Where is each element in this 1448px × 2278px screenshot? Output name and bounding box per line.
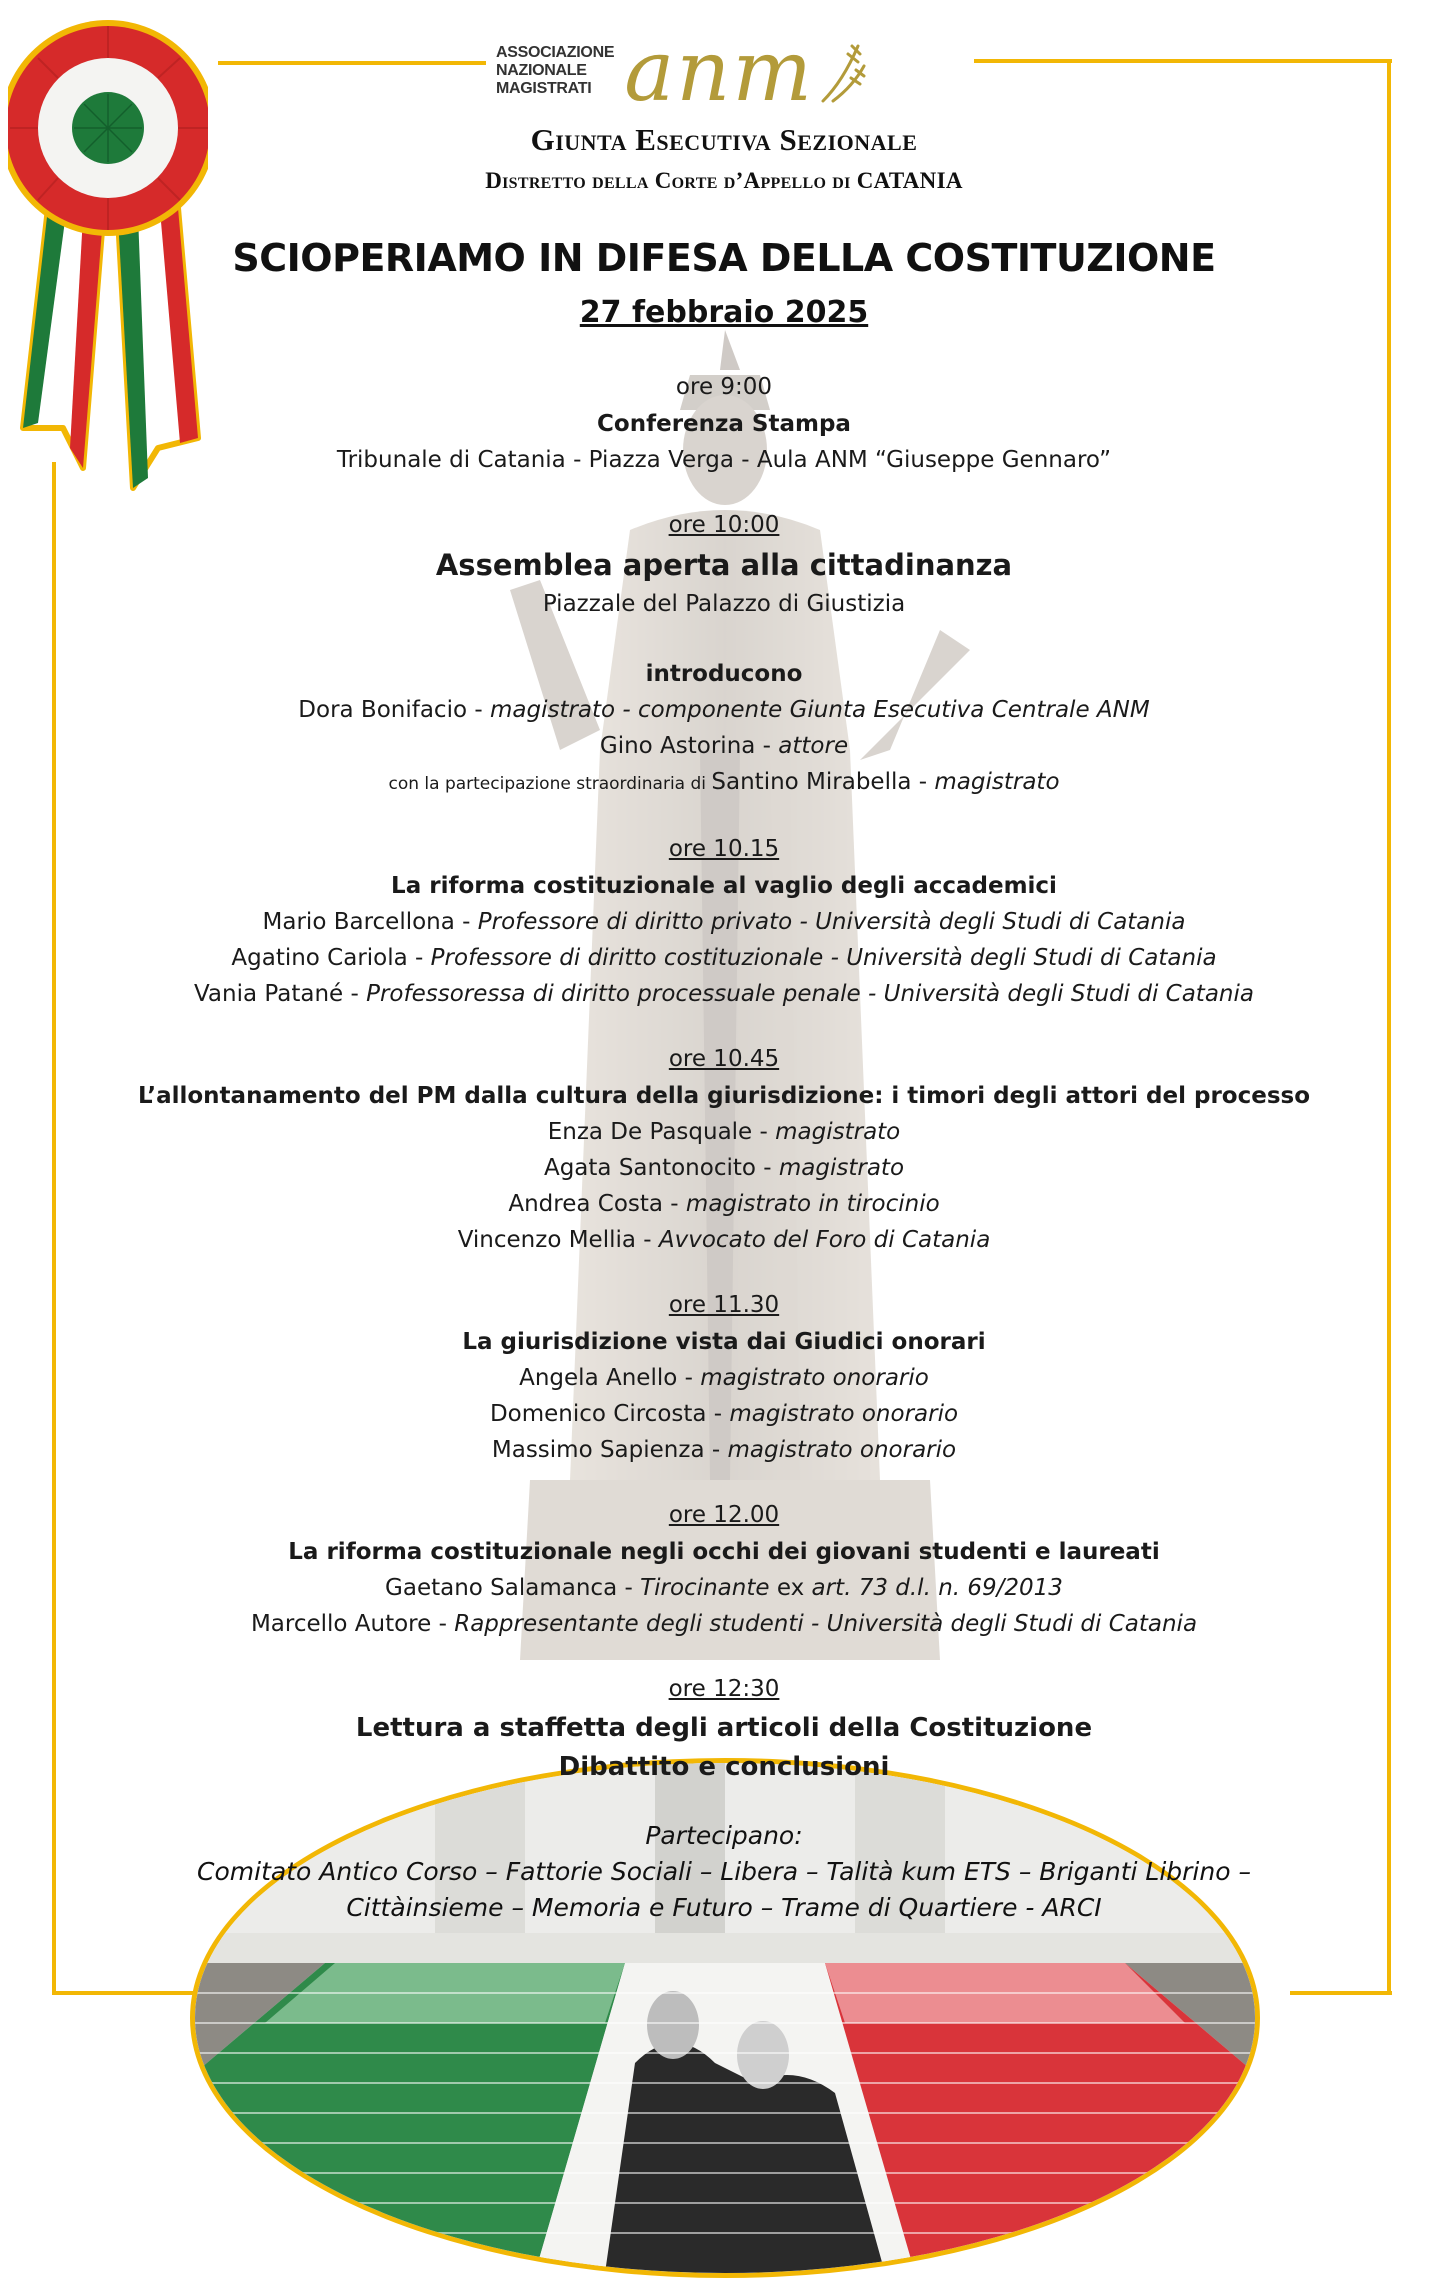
- session-heading: La riforma costituzionale negli occhi dei giovani studenti e laureati: [288, 1539, 1160, 1565]
- wheat-icon: [818, 36, 868, 106]
- logo-words: [496, 44, 614, 98]
- logo-word-3: MAGISTRATI: [496, 80, 592, 97]
- speaker-role: magistrato: [934, 769, 1060, 795]
- speaker-role: Professore di diritto costituzionale - Università degli Studi di Catania: [430, 945, 1217, 971]
- speaker-name: Santino Mirabella -: [711, 769, 935, 795]
- speaker-role-ref: art. 73 d.l. n. 69/2013: [811, 1575, 1063, 1601]
- session-heading: Lettura a staffetta degli articoli della Costituzione: [355, 1713, 1093, 1743]
- session-conferenza: [0, 368, 1448, 478]
- speaker-name: Marcello Autore -: [250, 1611, 455, 1637]
- speaker: [0, 728, 1448, 764]
- speaker-role: magistrato: [778, 1155, 905, 1181]
- anm-logo: [496, 22, 966, 120]
- giunta-heading: Giunta Esecutiva Sezionale: [530, 122, 918, 157]
- logo-mark-anm: anm: [624, 22, 815, 120]
- session-time-text: ore 12.00: [668, 1502, 780, 1528]
- speaker: [0, 1360, 1448, 1396]
- page-title: SCIOPERIAMO IN DIFESA DELLA COSTITUZIONE: [232, 236, 1216, 280]
- speaker: [0, 692, 1448, 728]
- session-place: Tribunale di Catania - Piazza Verga - Aula ANM “Giuseppe Gennaro”: [336, 447, 1112, 473]
- intro-label: introducono: [645, 661, 803, 687]
- session-heading-2: Dibattito e conclusioni: [558, 1752, 890, 1782]
- speaker: [0, 1114, 1448, 1150]
- session-time-text: ore 12:30: [668, 1676, 780, 1702]
- session-time: [0, 1286, 1448, 1324]
- session-heading: La riforma costituzionale al vaglio degli accademici: [391, 873, 1057, 899]
- participants-line-1: Comitato Antico Corso – Fattorie Sociali – Libera – Talità kum ETS – Briganti Librino –: [197, 1857, 1251, 1886]
- session-heading: Conferenza Stampa: [597, 411, 851, 437]
- speaker-role: magistrato onorario: [727, 1437, 957, 1463]
- speaker-name: Agatino Cariola -: [231, 945, 431, 971]
- logo-word-1: ASSOCIAZIONE: [496, 44, 615, 61]
- speaker-name: Agata Santonocito -: [543, 1155, 779, 1181]
- session-time-text: ore 10:00: [668, 512, 780, 538]
- frame-line-bottom-right: [1290, 1991, 1392, 1995]
- session-accademici: [0, 830, 1448, 1012]
- schedule: [0, 368, 1448, 1786]
- speaker-role: Rappresentante degli studenti - Università degli Studi di Catania: [454, 1611, 1198, 1637]
- speaker-role: magistrato onorario: [700, 1365, 929, 1391]
- speaker-name: Gino Astorina -: [599, 733, 779, 759]
- speaker: [0, 1606, 1448, 1642]
- session-time-text: ore 11.30: [668, 1292, 780, 1318]
- session-heading: Assemblea aperta alla cittadinanza: [435, 548, 1013, 582]
- speaker-extra: ex: [769, 1575, 812, 1601]
- speaker: [0, 1570, 1448, 1606]
- speaker-role: magistrato: [775, 1119, 901, 1145]
- session-heading: La giurisdizione vista dai Giudici onorari: [462, 1329, 986, 1355]
- speaker-name: Mario Barcellona -: [262, 909, 478, 935]
- session-time: [0, 506, 1448, 544]
- speaker: [0, 1222, 1448, 1258]
- participants-label: Partecipano:: [645, 1821, 803, 1850]
- speaker-name: Gaetano Salamanca -: [385, 1575, 641, 1601]
- speaker-name: Dora Bonifacio -: [298, 697, 490, 723]
- session-lettura: [0, 1670, 1448, 1786]
- session-time: [0, 1496, 1448, 1534]
- speaker-name: Angela Anello -: [519, 1365, 701, 1391]
- distretto-heading: Distretto della Corte d’Appello di CATANIA: [485, 168, 963, 193]
- special-prefix: con la partecipazione straordinaria di: [388, 774, 712, 794]
- speaker: [0, 904, 1448, 940]
- speaker-role: magistrato onorario: [729, 1401, 959, 1427]
- session-time: [0, 1670, 1448, 1708]
- speaker: [0, 940, 1448, 976]
- session-studenti: [0, 1496, 1448, 1642]
- participants-line-2: Cittàinsieme – Memoria e Futuro – Trame di Quartiere - ARCI: [346, 1893, 1102, 1922]
- frame-line-top-left: [218, 61, 486, 65]
- participants-block: [0, 1818, 1448, 1926]
- speaker: [0, 976, 1448, 1012]
- speaker-name: Vania Patané -: [193, 981, 367, 1007]
- speaker-role: magistrato - componente Giunta Esecutiva Centrale ANM: [489, 697, 1150, 723]
- speaker: [0, 1432, 1448, 1468]
- session-time: [0, 830, 1448, 868]
- speaker-role: Tirocinante: [640, 1575, 770, 1601]
- speaker: [0, 1396, 1448, 1432]
- session-heading: L’allontanamento del PM dalla cultura della giurisdizione: i timori degli attori del processo: [137, 1083, 1311, 1109]
- session-onorari: [0, 1286, 1448, 1468]
- session-time: ore 9:00: [675, 374, 773, 400]
- session-place: Piazzale del Palazzo di Giustizia: [542, 591, 906, 617]
- frame-line-top-right: [974, 59, 1392, 63]
- speaker: [0, 1150, 1448, 1186]
- speaker-role: magistrato in tirocinio: [685, 1191, 940, 1217]
- session-pm: [0, 1040, 1448, 1258]
- speaker-role: Professore di diritto privato - Università degli Studi di Catania: [477, 909, 1186, 935]
- speaker-name: Massimo Sapienza -: [491, 1437, 728, 1463]
- speaker-name: Domenico Circosta -: [489, 1401, 730, 1427]
- session-time-text: ore 10.45: [668, 1046, 780, 1072]
- session-assemblea: [0, 506, 1448, 802]
- logo-word-2: NAZIONALE: [496, 62, 587, 79]
- speaker-name: Enza De Pasquale -: [547, 1119, 776, 1145]
- speaker-role: Professoressa di diritto processuale penale - Università degli Studi di Catania: [366, 981, 1254, 1007]
- speaker: [0, 1186, 1448, 1222]
- event-date: 27 febbraio 2025: [579, 295, 869, 330]
- speaker-name: Andrea Costa -: [508, 1191, 686, 1217]
- speaker-name: Vincenzo Mellia -: [457, 1227, 659, 1253]
- session-time: [0, 1040, 1448, 1078]
- speaker-role: attore: [778, 733, 849, 759]
- session-time-text: ore 10.15: [668, 836, 780, 862]
- special-guest: [0, 764, 1448, 802]
- speaker-role: Avvocato del Foro di Catania: [658, 1227, 991, 1253]
